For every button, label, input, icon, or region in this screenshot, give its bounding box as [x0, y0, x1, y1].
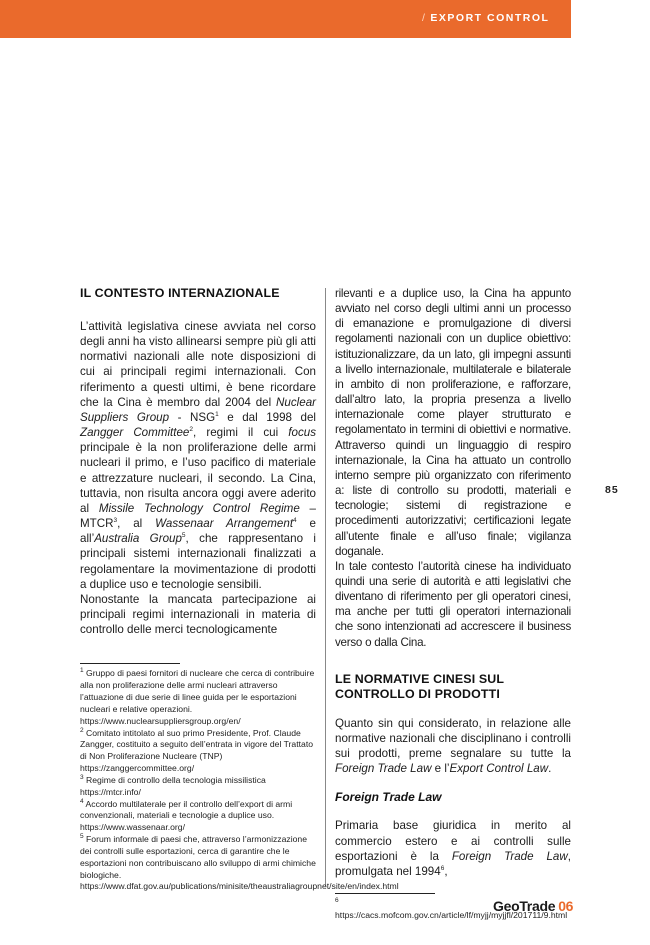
footnote-text: https://cacs.mofcom.gov.cn/article/lf/myjj/myjjfl/201711/9.html [335, 909, 568, 920]
brand-name: GeoTrade [493, 898, 556, 914]
footnote-item [80, 775, 316, 799]
footnote-text: Accordo multilaterale per il controllo dell’export di armi convenzionali, materiali e tecnologie a duplice uso. https://www.wassenaar.org/ [80, 798, 293, 833]
slash-glyph: / [422, 12, 427, 24]
paragraph-regulations: rilevanti e a duplice uso, la Cina ha appunto avviato nel corso degli ultimi anni un processo di emanazione e promulgazione di diversi regolamenti nazionali con un duplice obiettivo: istituzionalizzare, da un lato, gli impegni assunti a livello internazionale, multilaterale e bilaterale in ambito di non proliferazione, e rafforzare, dall’altro lato, la propria presenza a livello internazionale come player strutturato e regolamentato in termini di obiettivi e normative. Attraverso quindi un linguaggio di respiro internazionale, la Cina ha attuato un controllo interno sempre più organizzato con riferimento a: liste di controllo su prodotti, materiali e tecnologie; sistemi di registrazione e procedimenti autorizzativi; certificazioni legate all’utente finale e all’uso finale; vigilanza doganale. [335, 287, 571, 558]
footnote-number: 1 [80, 667, 84, 675]
footnote-number: 2 [80, 726, 84, 734]
text-segment: , [444, 864, 448, 878]
subheading-foreign-trade-law: Foreign Trade Law [335, 790, 442, 805]
text-segment: Quanto sin qui considerato, in relazione alle normative nazionali che disciplinano i controlli sui prodotti, preme segnalare su tutte la [335, 716, 571, 761]
brand-logo [493, 898, 573, 914]
page-number: 85 [605, 484, 619, 496]
law-name: Export Control Law [449, 762, 549, 776]
section-heading-international: IL CONTESTO INTERNAZIONALE [80, 286, 280, 300]
law-name: Foreign Trade Law [451, 849, 568, 863]
footnote-number: 3 [80, 774, 84, 781]
footnote-item [80, 799, 316, 835]
text-segment: Primaria base giuridica in merito al commercio estero e ai controlli sulle esportazioni è la [335, 819, 571, 863]
footnote-text: Comitato intitolato al suo primo Presidente, Prof. Claude Zangger, costituito a seguito dell’entrata in vigore del Trattato di Non Proliferazione Nucleare (TNP) https://zanggercommittee.org/ [80, 727, 314, 774]
law-name: Foreign Trade Law [335, 762, 432, 776]
footnote-number: 4 [80, 797, 84, 805]
footnote-number: 6 [335, 897, 339, 905]
paragraph-foreign-trade-law [335, 818, 571, 879]
paragraph-authorities: In tale contesto l’autorità cinese ha individuato quindi una serie di autorità e atti legislativi che diventano di riferimento per gli operatori cinesi, ma anche per tutti gli operatori internazionali che sono intenzionati ad accrescere il business verso o dalla Cina. [335, 559, 571, 649]
footnote-item [80, 728, 316, 775]
footnote-text: Gruppo di paesi fornitori di nucleare che cerca di contribuire alla non proliferazione delle armi nucleari attraverso l’attuazione di due serie di linee guida per le esportazioni nucleari e relative operazioni. https://www.nuclearsuppliersgroup.org/en/ [80, 668, 315, 726]
intro-paragraph: L’attività legislativa cinese avviata nel corso degli anni ha visto allinearsi sempre più gli atti normativi nazionali alle note disposizioni di cui ai principali regimi internazionali. Con riferimento a questi ultimi, è bene ricordare che la Cina è membro dal 2004 del Nuclear Suppliers Group - NSG$^1$ e dal 1998 del Zangger Committee$^2$, regimi il cui focus principale è la non proliferazione delle armi nucleari il primo, e l’uso pacifico di materiale e attrezzature nucleari, il secondo. La Cina, tuttavia, non risulta ancora oggi avere aderito al Missile Technology Control Regime – MTCR$^3$, al Wassenaar Arrangement$^4$ e all’Australia Group$^5$, che rappresentano i principali sistemi internazionali finalizzati a regolamentare la movimentazione di prodotti a duplice uso e tecnologie sensibili. Nonostante la mancata partecipazione ai principali regimi internazionali in materia di controllo delle merci tecnologicamente [80, 320, 317, 637]
footnote-text: Forum informale di paesi che, attraverso l’armonizzazione dei controlli sulle esportazioni, cerca di garantire che le esportazioni non contribuiscano allo sviluppo di armi chimiche biologiche. https://www.dfat.gov.au/publications/minisite/theaustraliagroupnet/site/en/index.html [80, 834, 399, 892]
header-section-label [422, 12, 549, 24]
column-divider [325, 288, 326, 886]
right-column [335, 286, 574, 922]
section-label-text: EXPORT CONTROL [430, 12, 550, 24]
footnote-ref: 6 [440, 864, 445, 872]
text-segment: . [548, 762, 552, 776]
footnote-item [80, 833, 399, 893]
section-heading-chinese-regulations: LE NORMATIVE CINESI SUL CONTROLLO DI PRODOTTI [335, 671, 504, 701]
footnote-text: Regime di controllo della tecnologia missilistica https://mtcr.info/ [80, 774, 266, 797]
issue-number: 06 [558, 898, 574, 914]
text-segment: , promulgata nel 1994 [335, 849, 571, 878]
paragraph-laws-overview [335, 716, 571, 777]
text-segment: e l’ [431, 762, 450, 776]
footnote-number: 5 [80, 833, 84, 841]
footnote-item [80, 668, 316, 727]
